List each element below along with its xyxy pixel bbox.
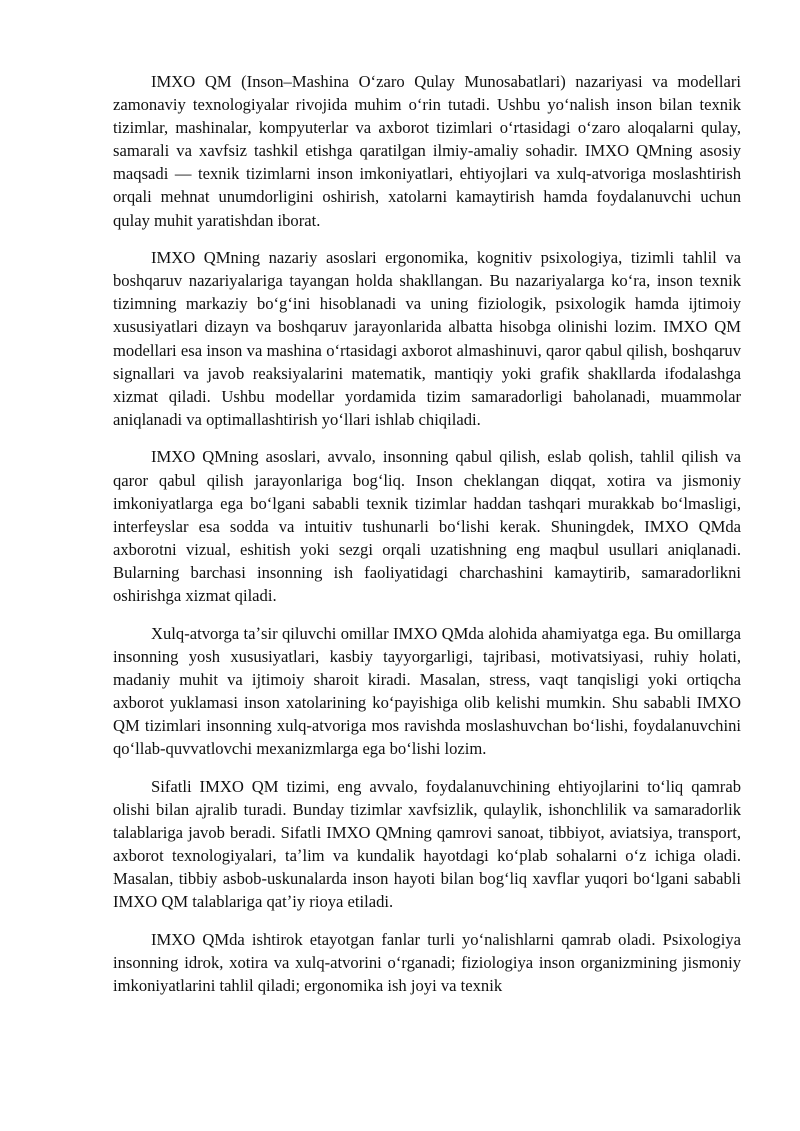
paragraph-6: IMXO QMda ishtirok etayotgan fanlar turli yoʻnalishlarni qamrab oladi. Psixologiya insonning idrok, xotira va xulq-atvorini oʻrganadi; fiziologiya inson organizmining jismoniy imkoniyatlarini tahlil qiladi; ergonomika ish joyi va texnik (113, 929, 741, 995)
paragraph-3: IMXO QMning asoslari, avvalo, insonning qabul qilish, eslab qolish, tahlil qilish va qaror qabul qilish jarayonlariga bogʻliq. Inson cheklangan diqqat, xotira va jismoniy imkoniyatlarga ega boʻlgani sababli texnik tizimlar haddan tashqari murakkab boʻlmasligi, interfeyslar esa sodda va intuitiv tushunarli boʻlishi kerak. Shuningdek, IMXO QMda axborotni vizual, eshitish yoki sezgi orqali uzatishning eng maqbul usullari aniqlanadi. Bularning barchasi insonning ish faoliyatidagi charchashini kamaytirib, samaradorlikni oshirishga xizmat qiladi. (113, 447, 741, 605)
paragraph-5: Sifatli IMXO QM tizimi, eng avvalo, foydalanuvchining ehtiyojlarini toʻliq qamrab olishi bilan ajralib turadi. Bunday tizimlar xavfsizlik, qulaylik, ishonchlilik va samaradorlik talablariga javob beradi. Sifatli IMXO QMning qamrovi sanoat, tibbiyot, aviatsiya, transport, axborot texnologiyalari, taʼlim va kundalik hayotdagi koʻplab sohalarni oʻz ichiga oladi. Masalan, tibbiy asbob-uskunalarda inson hayoti bilan bogʻliq xavflar yuqori boʻlgani sababli IMXO QM talablariga qatʼiy rioya etiladi. (113, 776, 741, 912)
document-body (113, 70, 741, 1011)
paragraph-4: Xulq-atvorga taʼsir qiluvchi omillar IMXO QMda alohida ahamiyatga ega. Bu omillarga insonning yosh xususiyatlari, kasbiy tayyorgarligi, tajribasi, motivatsiyasi, ruhiy holati, madaniy muhit va ijtimoiy sharoit kiradi. Masalan, stress, vaqt tanqisligi yoki ortiqcha axborot yuklamasi inson xatolarining koʻpayishiga olib kelishi mumkin. Shu sababli IMXO QM tizimlari insonning xulq-atvoriga mos ravishda moslashuvchan boʻlishi, foydalanuvchini qoʻllab-quvvatlovchi mexanizmlarga ega boʻlishi lozim. (113, 623, 741, 759)
paragraph-2: IMXO QMning nazariy asoslari ergonomika, kognitiv psixologiya, tizimli tahlil va boshqaruv nazariyalariga tayangan holda shakllangan. Bu nazariyalarga koʻra, inson texnik tizimning markaziy boʻgʻini hisoblanadi va uning fiziologik, psixologik hamda ijtimoiy xususiyatlari dizayn va boshqaruv jarayonlarida albatta hisobga olinishi lozim. IMXO QM modellari esa inson va mashina oʻrtasidagi axborot almashinuvi, qaror qabul qilish, boshqaruv signallari va javob reaksiyalarini matematik, mantiqiy yoki grafik shakllarda ifodalashga xizmat qiladi. Ushbu modellar yordamida tizim samaradorligi baholanadi, muammolar aniqlanadi va optimallashtirish yoʻllari ishlab chiqiladi. (113, 248, 741, 429)
paragraph-1: IMXO QM (Inson–Mashina Oʻzaro Qulay Munosabatlari) nazariyasi va modellari zamonaviy texnologiyalar rivojida muhim oʻrin tutadi. Ushbu yoʻnalish inson bilan texnik tizimlar, mashinalar, kompyuterlar va axborot tizimlari oʻrtasidagi oʻzaro aloqalarni qulay, samarali va xavfsiz tashkil etishga qaratilgan ilmiy-amaliy sohadir. IMXO QMning asosiy maqsadi — texnik tizimlarni inson imkoniyatlari, ehtiyojlari va xulq-atvoriga moslashtirish orqali mehnat unumdorligini oshirish, xatolarni kamaytirish hamda foydalanuvchi uchun qulay muhit yaratishdan iborat. (113, 72, 741, 230)
